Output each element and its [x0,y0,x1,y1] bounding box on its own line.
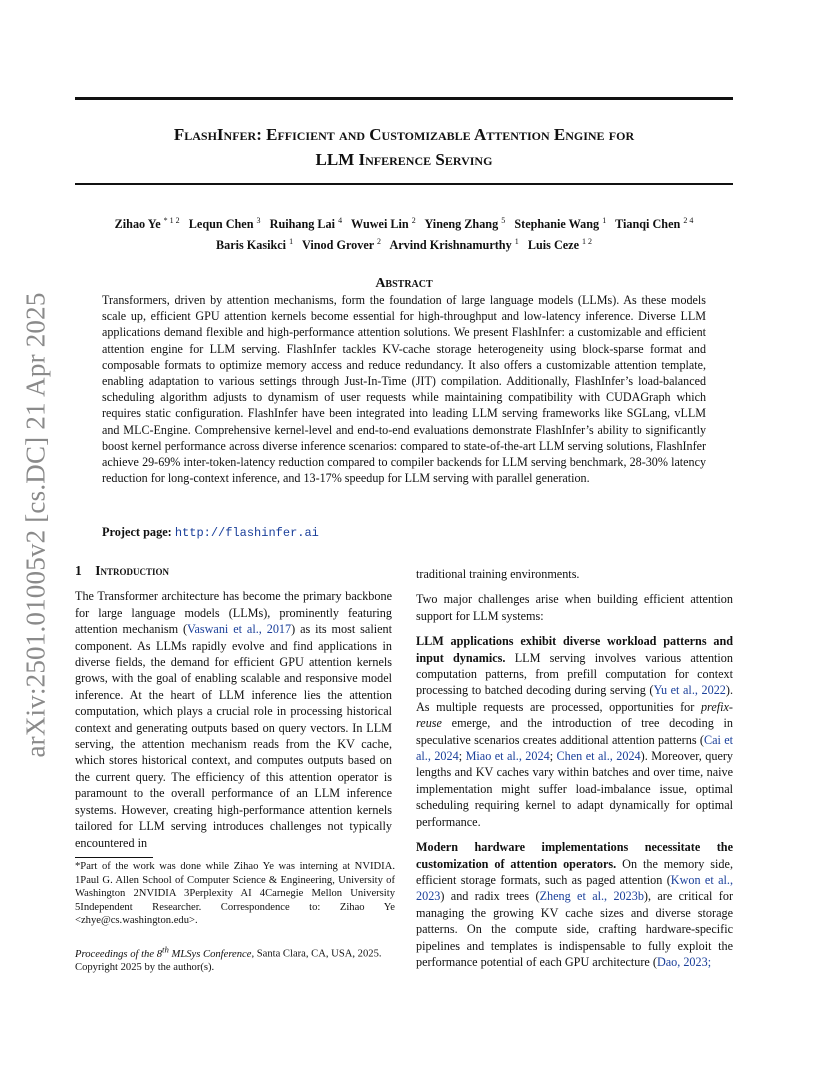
citation-link[interactable]: Chen et al., 2024 [556,749,641,764]
author-name: Zihao Ye [114,217,161,232]
title-line-1: FlashInfer: Efficient and Customizable Attention Engine for [173,125,635,144]
citation-link[interactable]: Yu et al., 2022 [653,683,726,698]
left-column [75,563,392,851]
proceedings-note [75,943,395,975]
intro-paragraph [75,588,392,851]
citation-link[interactable]: Vaswani et al., 2017 [187,622,292,637]
text-run: ) and radix trees ( [440,889,540,904]
title-top-rule [75,97,733,100]
author-name: Baris Kasikci [215,238,287,253]
arxiv-identifier: arXiv:2501.01005v2 [cs.DC] 21 Apr 2025 [20,292,51,758]
text-run: Proceedings of the 8 [75,948,162,960]
abstract-text: Transformers, driven by attention mechanisms, form the foundation of large language models (LLMs). As these models scale up, efficient GPU attention kernels become essential for high-throughput and low-latency inference. Diverse LLM applications demand flexible and high-performance attention solutions. We present FlashInfer: a customizable and efficient attention engine for LLM serving. FlashInfer tackles KV-cache storage heterogeneity using block-sparse format and composable formats to optimize memory access and reduce redundancy. It also offers a customizable attention template, enabling adaptation to various settings through Just-In-Time (JIT) compilation. Additionally, FlashInfer’s load-balanced scheduling algorithm adjusts to dynamism of user requests while maintaining compatibility with CUDAGraph which requires static configuration. FlashInfer have been integrated into leading LLM serving frameworks like SGLang, vLLM and MLC-Engine. Comprehensive kernel-level and end-to-end evaluations demonstrate FlashInfer’s ability to significantly boost kernel performance across diverse inference scenarios: compared to state-of-the-art LLM serving solutions, FlashInfer achieve 29-69% inter-token-latency reduction compared to compiler backends for LLM serving benchmark, 28-30% latency reduction for long-context inference, and 13-17% speedup for LLM serving with parallel generation. [102,293,706,486]
challenge-hardware-paragraph [416,839,733,970]
authors-line-1 [75,212,733,233]
proceedings-venue [75,944,252,960]
author-name: Tianqi Chen [615,217,681,232]
author-affil: 2 [411,216,416,225]
section-number: 1 [75,563,82,578]
author-affil: 2 4 [683,216,694,225]
author-list [75,212,733,254]
project-page [102,525,319,540]
text-run: emerge, and the introduction of tree decoding in speculative scenarios creates additional attention patterns ( [416,716,733,747]
text-run: ), are critical for managing the growing KV cache sizes and diverse storage patterns. On the compute side, crafting hardware-specific pipelines and templates is indispensable to fully exploit the performance potential of each GPU architecture ( [416,889,734,969]
author-affil: 1 [289,237,294,247]
author-affil: 4 [338,216,343,225]
author-affil: * 1 2 [163,216,180,225]
challenges-intro: Two major challenges arise when building efficient attention support for LLM systems: [416,592,733,623]
abstract-heading: Abstract [375,276,433,291]
text-run: ). As multiple requests are processed, opportunities for [416,683,733,714]
text-run: ; [707,954,712,969]
continued-paragraph: traditional training environments. [416,567,580,581]
text-run: ; [458,749,466,764]
text-run: , Santa Clara, CA, USA, 2025. Copyright 2025 by the author(s). [75,948,382,974]
authors-line-2 [75,233,733,254]
challenge-1-heading: LLM applications exhibit diverse workload patterns and input dynamics. [416,634,733,665]
text-run: On the memory side, efficient storage formats, such as paged attention ( [416,856,733,887]
author-affil: 2 [376,237,381,247]
author-name: Wuwei Lin [351,217,409,232]
project-page-link[interactable]: http://flashinfer.ai [174,526,319,540]
arxiv-sidebar [14,285,58,765]
citation-link[interactable]: Dao, 2023 [656,954,708,969]
challenge-2-heading: Modern hardware implementations necessitate the customization of attention operators. [416,840,733,871]
section-title: Introduction [95,563,170,578]
footnote-rule [75,857,153,858]
author-name: Ruihang Lai [269,217,336,232]
text-run: ; [549,749,557,764]
title-line-2: LLM Inference Serving [315,150,493,169]
paper-title [75,122,733,172]
text-run: LLM serving involves various attention computation patterns, from prefill computation for context processing to batched decoding during serving ( [416,650,733,698]
project-page-label: Project page: [102,525,172,539]
text-run: The Transformer architecture has become the primary backbone for large language models (LLMs), prominently featuring attention mechanism ( [75,589,392,637]
citation-link[interactable]: Miao et al., 2024 [465,749,550,764]
author-name: Arvind Krishnamurthy [389,238,512,253]
ordinal-sup: th [162,944,169,954]
author-name: Yineng Zhang [424,217,499,232]
author-affil: 1 [602,216,607,225]
author-name: Luis Ceze [527,238,579,253]
text-run: ). Moreover, query lengths and KV caches vary within batches and over time, naive implementation might suffer load-imbalance issue, optimal scheduling requiring kernel to adapt dynamically for optimal performance. [416,749,734,829]
author-affil: 5 [501,216,506,225]
text-run: ) as its most salient component. As LLMs rapidly evolve and find applications in diverse fields, the demand for efficient GPU attention kernels grows, with the goal of enabling scalable and responsive model inference. At the heart of LLM inference lies the attention computation, which plays a crucial role in processing historical context and generating outputs based on query vectors. In LLM serving, the attention mechanism reads from the KV cache, which stores historical context, and computes outputs based on the current query. The efficiency of this attention operator is paramount to the overall performance of an LLM inference systems. However, creating high-performance attention kernels tailored for LLM serving introduces challenges not typically encountered in [75,622,392,850]
section-heading [75,563,392,579]
author-name: Vinod Grover [302,238,374,253]
challenge-workload-paragraph [416,633,733,830]
citation-link[interactable]: Cai et al., 2024 [416,732,733,764]
citation-link[interactable]: Kwon et al., 2023 [416,872,733,904]
citation-link[interactable]: Zheng et al., 2023b [539,889,644,904]
footnote: *Part of the work was done while Zihao Ye was interning at NVIDIA. 1Paul G. Allen School of Computer Science & Engineering, University of Washington 2NVIDIA 3Perplexity AI 4Carnegie Mellon University 5Independent Researcher. Correspondence to: Zihao Ye <zhye@cs.washington.edu>. [75,861,395,927]
title-bottom-rule [75,183,733,185]
author-affil: 3 [256,216,261,225]
emphasis: prefix-reuse [416,699,733,731]
author-name: Stephanie Wang [514,217,600,232]
author-name: Lequn Chen [188,217,254,232]
right-column [416,566,733,970]
author-affil: 1 [514,237,519,247]
author-affil: 1 2 [582,237,593,247]
text-run: MLSys Conference [168,948,252,960]
